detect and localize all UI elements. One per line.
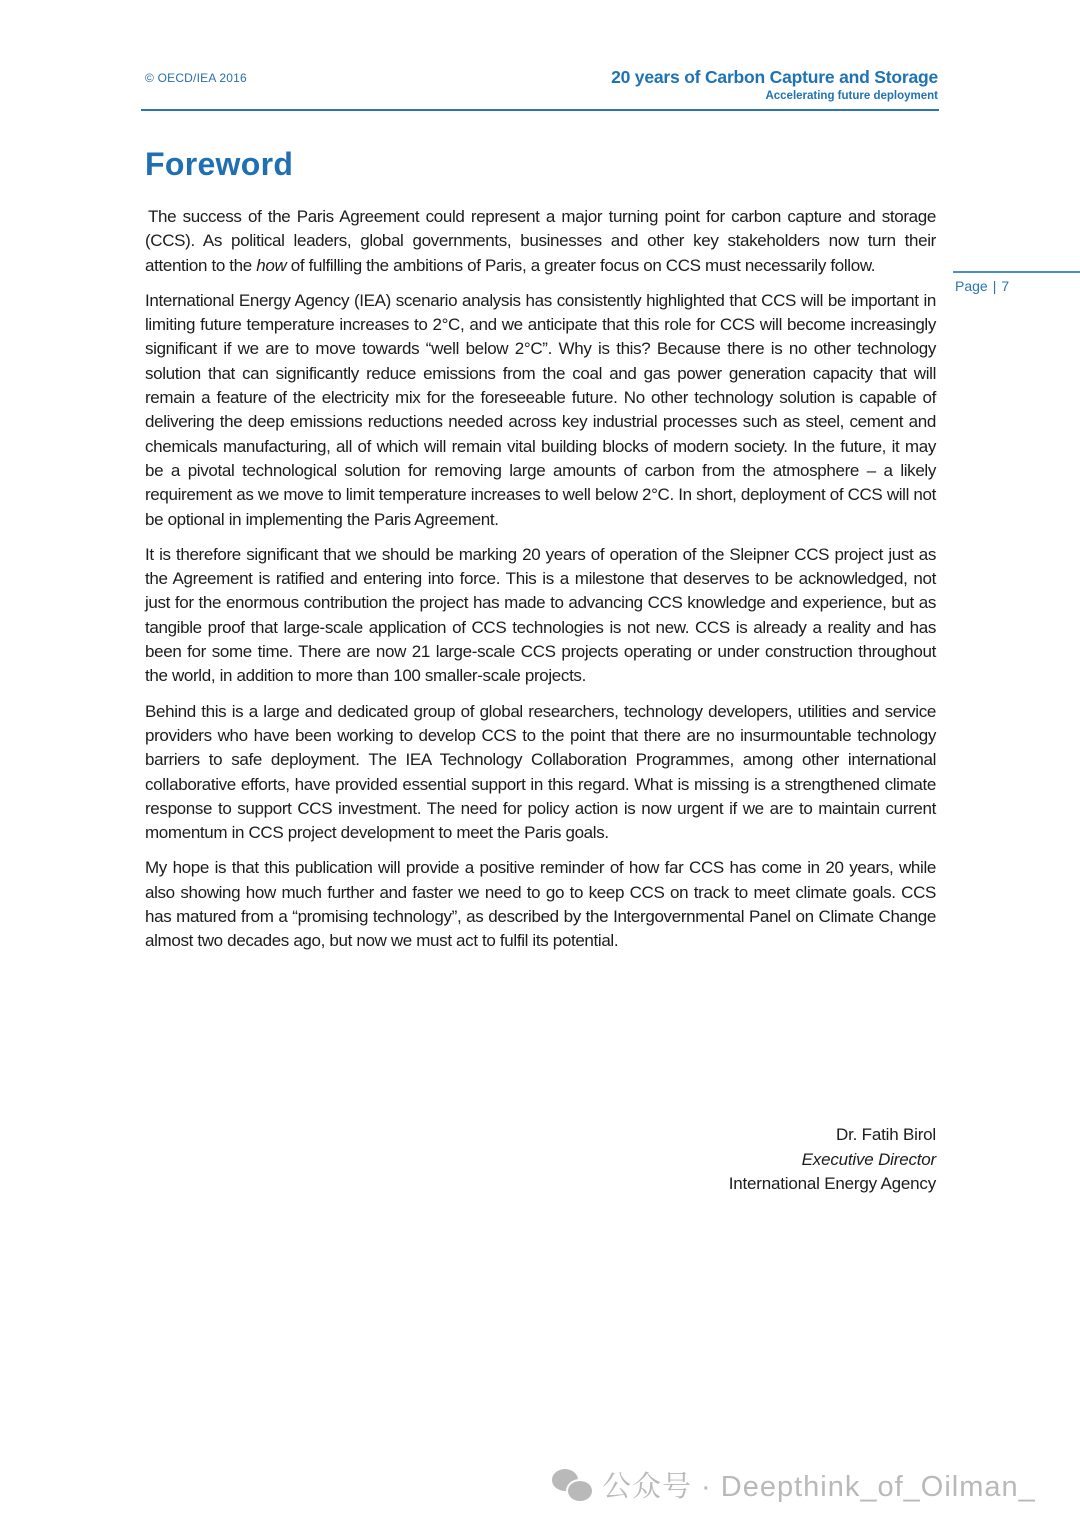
page-number-value: 7 [1001, 278, 1010, 294]
paragraph-2: International Energy Agency (IEA) scenario analysis has consistently highlighted that CCS will be important in limiting future temperature increases to 2°C, and we anticipate that this role for CCS will become increasingly significant if we are to move towards “well below 2°C”. Why is this? Because there is no other technology solution that can significantly reduce emissions from the coal and gas power generation capacity that will remain a feature of the electricity mix for the foreseeable future. No other technology solution is capable of delivering the deep emissions reductions needed across key industrial processes such as steel, cement and chemicals manufacturing, all of which will remain vital building blocks of modern society. In the future, it may be a pivotal technological solution for removing large amounts of carbon from the atmosphere – a likely requirement as we move to limit temperature increases to well below 2°C. In short, deployment of CCS will not be optional in implementing the Paris Agreement. [145, 290, 936, 529]
paragraph-1-emphasis: how [256, 255, 287, 275]
page-label: Page [955, 278, 988, 294]
signatory-role: Executive Director [801, 1149, 936, 1169]
page-separator: | [992, 278, 997, 294]
foreword-body [145, 205, 936, 965]
header-divider [141, 109, 939, 111]
paragraph-4: Behind this is a large and dedicated group of global researchers, technology developers, utilities and service providers who have been working to develop CCS to the point that there are no insurmountable technology barriers to safe deployment. The IEA Technology Collaboration Programmes, among other international collaborative efforts, have provided essential support in this regard. What is missing is a strengthened climate response to support CCS investment. The need for policy action is now urgent if we are to maintain current momentum in CCS project development to meet the Paris goals. [145, 701, 936, 843]
paragraph-1-text-a: The success of the Paris Agreement could represent a major turning point for carbon capture and storage (CCS). As political leaders, global governments, businesses and other key stakeholders now turn their attention to the [145, 207, 936, 275]
running-header [611, 66, 938, 104]
section-title: Foreword [145, 146, 294, 182]
paragraph-1 [145, 205, 936, 278]
watermark-text: 公众号 · Deepthink_of_Oilman_ [602, 1471, 1036, 1503]
signatory-name: Dr. Fatih Birol [836, 1125, 936, 1144]
signatory-organization: International Energy Agency [728, 1174, 936, 1193]
page-number [955, 278, 1009, 294]
paragraph-1-text-b: of fulfilling the ambitions of Paris, a greater focus on CCS must necessarily follow. [286, 255, 876, 275]
wechat-icon [552, 1467, 594, 1503]
watermark [552, 1464, 1036, 1505]
publication-title: 20 years of Carbon Capture and Storage [611, 67, 938, 87]
signature-block [729, 1123, 936, 1197]
copyright-notice: © OECD/IEA 2016 [145, 71, 247, 85]
publication-subtitle: Accelerating future deployment [765, 90, 938, 102]
paragraph-5: My hope is that this publication will provide a positive reminder of how far CCS has come in 20 years, while also showing how much further and faster we need to go to keep CCS on track to meet climate goals. CCS has matured from a “promising technology”, as described by the Intergovernmental Panel on Climate Change almost two decades ago, but now we must act to fulfil its potential. [145, 858, 936, 951]
page-marker-divider [953, 271, 1080, 273]
paragraph-3: It is therefore significant that we should be marking 20 years of operation of the Sleipner CCS project just as the Agreement is ratified and entering into force. This is a milestone that deserves to be acknowledged, not just for the enormous contribution the project has made to advancing CCS knowledge and experience, but as tangible proof that large-scale application of CCS technologies is not new. CCS is already a reality and has been for some time. There are now 21 large-scale CCS projects operating or under construction throughout the world, in addition to more than 100 smaller-scale projects. [145, 544, 936, 686]
